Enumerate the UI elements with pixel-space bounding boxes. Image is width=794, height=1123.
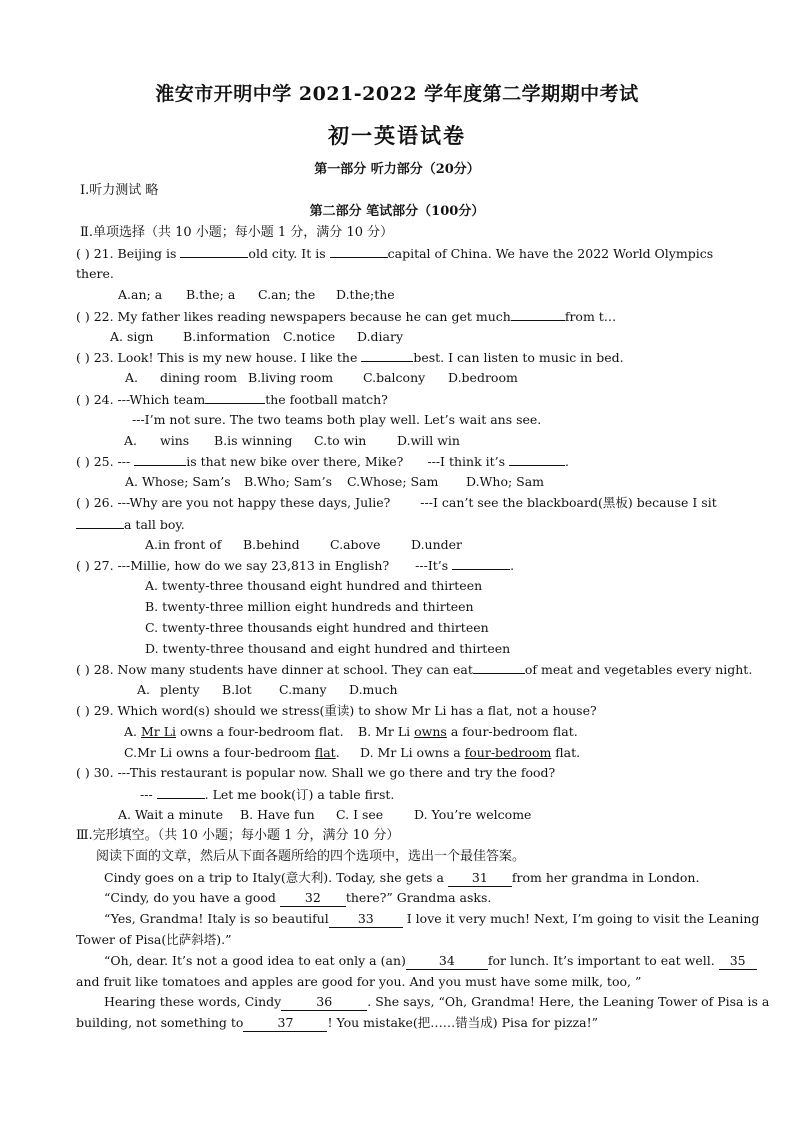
q25-text-c: ---I think it’s: [427, 454, 510, 469]
q21-text-c: capital of China. We have the 2022 World Olympics: [387, 246, 714, 261]
question-26: [76, 495, 717, 511]
part1-heading: 第一部分 听力部分（20分）: [314, 162, 480, 177]
q29-option-c[interactable]: [124, 745, 340, 761]
passage-text: I love it very much! Next, I’m going to visit the Leaning: [402, 911, 760, 926]
q25-blank-2[interactable]: [509, 453, 565, 466]
exam-subtitle: 初一英语试卷: [328, 123, 466, 148]
passage-line-2: [104, 890, 491, 907]
q27-text-c: .: [510, 558, 515, 573]
q27-option-a[interactable]: A. twenty-three thousand eight hundred and thirteen: [145, 578, 483, 593]
passage-line-3: [104, 911, 759, 928]
blank-33[interactable]: 33: [329, 911, 403, 928]
q22-option-b[interactable]: B.information: [183, 329, 271, 344]
q26-option-c[interactable]: C.above: [330, 537, 381, 552]
q29-option-c-prefix: C.Mr Li owns a four-bedroom: [124, 745, 315, 760]
blank-32[interactable]: 32: [280, 890, 346, 907]
q29-option-d-suffix: flat.: [551, 745, 581, 760]
q24-continuation: ---I’m not sure. The two teams both play well. Let’s wait ans see.: [132, 412, 542, 427]
q23-text-b: best. I can listen to music in bed.: [413, 350, 624, 365]
passage-line-1: [104, 870, 699, 887]
q21-option-a[interactable]: A.an; a: [118, 287, 163, 302]
q24-option-c[interactable]: C.to win: [314, 433, 367, 448]
q22-text-a: ( ) 22. My father likes reading newspapers because he can get much: [76, 309, 511, 324]
section2-heading: Ⅱ.单项选择（共 10 小题；每小题 1 分，满分 10 分）: [80, 225, 394, 240]
question-24: [76, 391, 388, 408]
q26-text-a: ( ) 26. ---Why are you not happy these days, Julie?: [76, 495, 391, 510]
q26-blank[interactable]: [76, 516, 124, 529]
q26-continuation-line: [76, 516, 185, 533]
q26-option-b[interactable]: B.behind: [243, 537, 300, 552]
question-23: [76, 349, 624, 366]
q24-text-b: the football match?: [265, 392, 388, 407]
passage-text: there?” Grandma asks.: [345, 890, 492, 905]
q27-text-a: ( ) 27. ---Millie, how do we say 23,813 in English?: [76, 558, 390, 573]
q30-reply: [140, 786, 394, 803]
q29-option-b-prefix: B. Mr Li: [358, 724, 415, 739]
passage-text: “Yes, Grandma! Italy is so beautiful: [104, 911, 329, 926]
q28-blank[interactable]: [473, 661, 525, 674]
q21-continuation: there.: [76, 266, 114, 281]
passage-text: from her grandma in London.: [511, 870, 700, 885]
q29-option-b-suffix: a four-bedroom flat.: [446, 724, 578, 739]
q21-text-a: ( ) 21. Beijing is: [76, 246, 181, 261]
q23-option-a[interactable]: dining room: [160, 370, 237, 385]
q28-option-b[interactable]: B.lot: [222, 682, 252, 697]
q24-blank[interactable]: [205, 391, 265, 404]
passage-text: “Cindy, do you have a good: [104, 890, 280, 905]
blank-35[interactable]: 35: [719, 953, 757, 970]
q24-text-a: ( ) 24. ---Which team: [76, 392, 206, 407]
q28-text-a: ( ) 28. Now many students have dinner at school. They can eat: [76, 662, 473, 677]
q29-option-b[interactable]: [358, 724, 578, 740]
q25-text-b: is that new bike over there, Mike?: [186, 454, 404, 469]
q25-blank-1[interactable]: [134, 453, 186, 466]
question-22: [76, 308, 616, 325]
blank-36[interactable]: 36: [281, 994, 367, 1011]
q30-option-b[interactable]: B. Have fun: [240, 807, 315, 822]
exam-title: 淮安市开明中学 2021-2022 学年度第二学期期中考试: [155, 83, 639, 105]
blank-37[interactable]: 37: [243, 1015, 327, 1032]
q29-option-d-prefix: D. Mr Li owns a: [360, 745, 465, 760]
q25-option-b[interactable]: B.Who; Sam’s: [244, 474, 333, 489]
q24-option-a-letter[interactable]: A.: [124, 433, 138, 448]
q30-option-d[interactable]: D. You’re welcome: [414, 807, 532, 822]
passage-line-6: and fruit like tomatoes and apples are good for you. And you must have some milk, too, ”: [76, 974, 642, 989]
q26-option-d[interactable]: D.under: [411, 537, 463, 552]
q25-text-d: .: [565, 454, 569, 469]
question-28: [76, 661, 752, 678]
q27-option-c[interactable]: C. twenty-three thousands eight hundred and thirteen: [145, 620, 489, 635]
q26-text-b: ---I can’t see the blackboard(黑板) because I sit: [420, 495, 717, 510]
section3-instruction: 阅读下面的文章，然后从下面各题所给的四个选项中，选出一个最佳答案。: [96, 849, 526, 864]
q24-option-b[interactable]: B.is winning: [214, 433, 293, 448]
question-21: [76, 245, 713, 262]
q27-option-d[interactable]: D. twenty-three thousand and eight hundred and thirteen: [145, 641, 511, 656]
passage-line-7: [104, 994, 769, 1011]
q28-option-a[interactable]: plenty: [160, 682, 200, 697]
q24-option-d[interactable]: D.will win: [397, 433, 460, 448]
q28-option-d[interactable]: D.much: [349, 682, 398, 697]
q29-option-a[interactable]: [124, 724, 344, 740]
passage-line-8: [76, 1015, 598, 1032]
q22-option-d[interactable]: D.diary: [357, 329, 404, 344]
question-29: ( ) 29. Which word(s) should we stress(重读) to show Mr Li has a flat, not a house?: [76, 703, 597, 718]
q29-option-c-underlined: flat: [314, 745, 336, 760]
q28-option-a-letter[interactable]: A.: [137, 682, 151, 697]
passage-text: Cindy goes on a trip to Italy(意大利). Today, she gets a: [104, 870, 448, 885]
question-27: [76, 557, 514, 574]
q29-option-c-suffix: .: [335, 745, 340, 760]
passage-text: building, not something to: [76, 1015, 244, 1030]
q21-blank-2[interactable]: [330, 245, 388, 258]
q30-text-c: . Let me book(订) a table first.: [204, 787, 395, 802]
passage-line-4: Tower of Pisa(比萨斜塔).”: [76, 932, 232, 947]
q29-option-a-prefix: A.: [124, 724, 141, 739]
q25-option-c[interactable]: C.Whose; Sam: [347, 474, 439, 489]
q27-blank[interactable]: [452, 557, 510, 570]
q27-option-b[interactable]: B. twenty-three million eight hundreds and thirteen: [145, 599, 474, 614]
q22-option-c[interactable]: C.notice: [283, 329, 336, 344]
q29-option-d-underlined: four-bedroom: [464, 745, 552, 760]
q25-option-a[interactable]: A. Whose; Sam’s: [125, 474, 231, 489]
part2-heading: 第二部分 笔试部分（100分）: [309, 204, 485, 219]
q23-option-b[interactable]: B.living room: [248, 370, 334, 385]
passage-text: ! You mistake(把……错当成) Pisa for pizza!”: [327, 1015, 599, 1030]
passage-text: for lunch. It’s important to eat well.: [487, 953, 719, 968]
q23-option-c[interactable]: C.balcony: [363, 370, 426, 385]
q30-blank[interactable]: [157, 786, 205, 799]
q21-option-b[interactable]: B.the; a: [186, 287, 236, 302]
q29-option-d[interactable]: [360, 745, 580, 761]
q26-option-a[interactable]: A.in front of: [145, 537, 222, 552]
q24-option-a[interactable]: wins: [160, 433, 190, 448]
passage-text: Hearing these words, Cindy: [104, 994, 282, 1009]
section3-heading: Ⅲ.完形填空。（共 10 小题；每小题 1 分，满分 10 分）: [76, 828, 400, 843]
q26-continuation: a tall boy.: [124, 517, 185, 532]
q22-option-a[interactable]: A. sign: [110, 329, 154, 344]
q29-option-a-underlined: Mr Li: [140, 724, 177, 739]
q23-option-d[interactable]: D.bedroom: [448, 370, 518, 385]
q28-text-b: of meat and vegetables every night.: [524, 662, 753, 677]
q30-text-b: ---: [140, 787, 157, 802]
question-25: [76, 453, 569, 470]
q27-text-b: ---It’s: [415, 558, 453, 573]
blank-31[interactable]: 31: [448, 870, 512, 887]
q28-option-c[interactable]: C.many: [279, 682, 327, 697]
q29-option-b-underlined: owns: [414, 724, 447, 739]
q30-option-a[interactable]: A. Wait a minute: [118, 807, 223, 822]
q21-option-c[interactable]: C.an; the: [258, 287, 316, 302]
q30-option-c[interactable]: C. I see: [336, 807, 384, 822]
passage-text: “Oh, dear. It’s not a good idea to eat only a (an): [104, 953, 406, 968]
listening-section: Ⅰ.听力测试 略: [80, 183, 159, 198]
q25-option-d[interactable]: D.Who; Sam: [466, 474, 545, 489]
q23-blank[interactable]: [361, 349, 413, 362]
q21-blank-1[interactable]: [180, 245, 248, 258]
blank-34[interactable]: 34: [406, 953, 488, 970]
q22-text-b: from t…: [564, 309, 617, 324]
q21-option-d[interactable]: D.the;the: [336, 287, 395, 302]
q22-blank[interactable]: [511, 308, 565, 321]
q23-option-a-letter[interactable]: A.: [125, 370, 139, 385]
q21-text-b: old city. It is: [248, 246, 330, 261]
question-30: ( ) 30. ---This restaurant is popular now. Shall we go there and try the food?: [76, 765, 556, 780]
q25-text-a: ( ) 25. ---: [76, 454, 135, 469]
passage-line-5: [104, 953, 757, 970]
q29-option-a-suffix: owns a four-bedroom flat.: [176, 724, 344, 739]
passage-text: . She says, “Oh, Grandma! Here, the Leaning Tower of Pisa is a: [367, 994, 770, 1009]
q23-text-a: ( ) 23. Look! This is my new house. I like the: [76, 350, 362, 365]
